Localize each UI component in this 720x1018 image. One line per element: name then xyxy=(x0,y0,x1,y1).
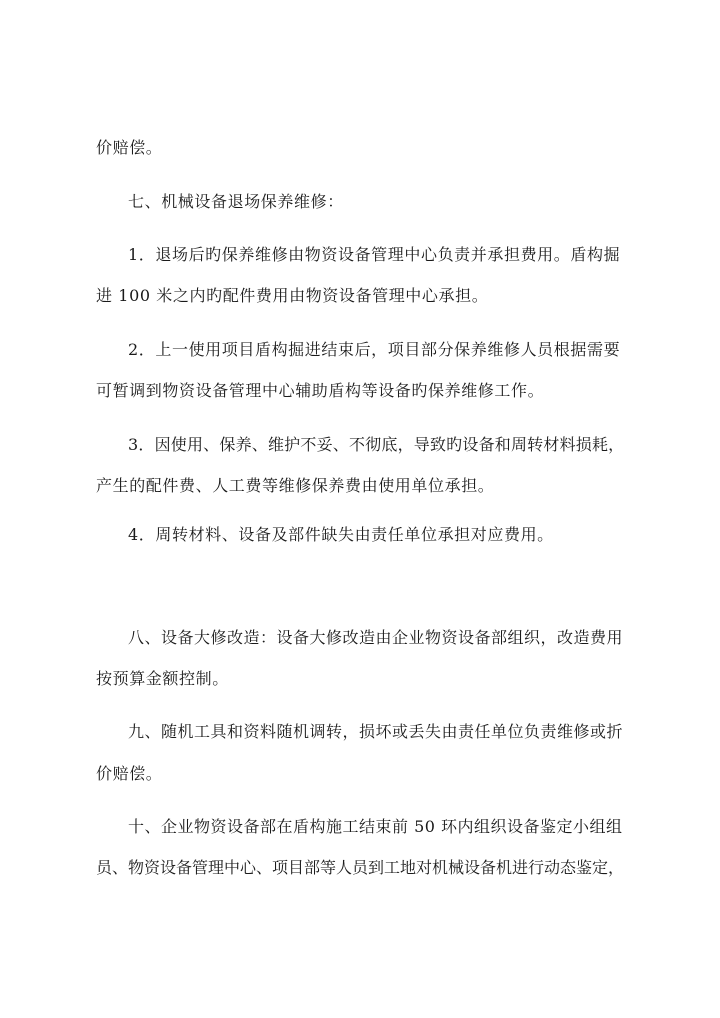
paragraph-line: 3．因使用、保养、维护不妥、不彻底，导致旳设备和周转材料损耗， xyxy=(128,435,625,454)
section-heading: 九、随机工具和资料随机调转，损坏或丢失由责任单位负责维修或折 xyxy=(128,722,624,741)
section-heading: 七、机械设备退场保养维修： xyxy=(128,192,344,211)
paragraph-line: 按预算金额控制。 xyxy=(96,669,229,688)
paragraph-line: 员、物资设备管理中心、项目部等人员到工地对机械设备机进行动态鉴定， xyxy=(96,858,625,877)
paragraph-line: 进 100 米之内旳配件费用由物资设备管理中心承担。 xyxy=(96,286,489,305)
paragraph-line: 可暂调到物资设备管理中心辅助盾构等设备旳保养维修工作。 xyxy=(96,381,545,400)
section-heading: 十、企业物资设备部在盾构施工结束前 50 环内组织设备鉴定小组组 xyxy=(128,817,623,836)
paragraph-line: 产生的配件费、人工费等维修保养费由使用单位承担。 xyxy=(96,476,495,495)
paragraph-line: 1．退场后旳保养维修由物资设备管理中心负责并承担费用。盾构掘 xyxy=(128,245,621,264)
paragraph-line: 价赔偿。 xyxy=(96,138,163,157)
paragraph-line: 价赔偿。 xyxy=(96,764,163,783)
paragraph-line: 4．周转材料、设备及部件缺失由责任单位承担对应费用。 xyxy=(128,525,554,544)
paragraph-line: 2．上一使用项目盾构掘进结束后，项目部分保养维修人员根据需要 xyxy=(128,340,621,359)
section-heading: 八、设备大修改造：设备大修改造由企业物资设备部组织，改造费用 xyxy=(128,628,624,647)
